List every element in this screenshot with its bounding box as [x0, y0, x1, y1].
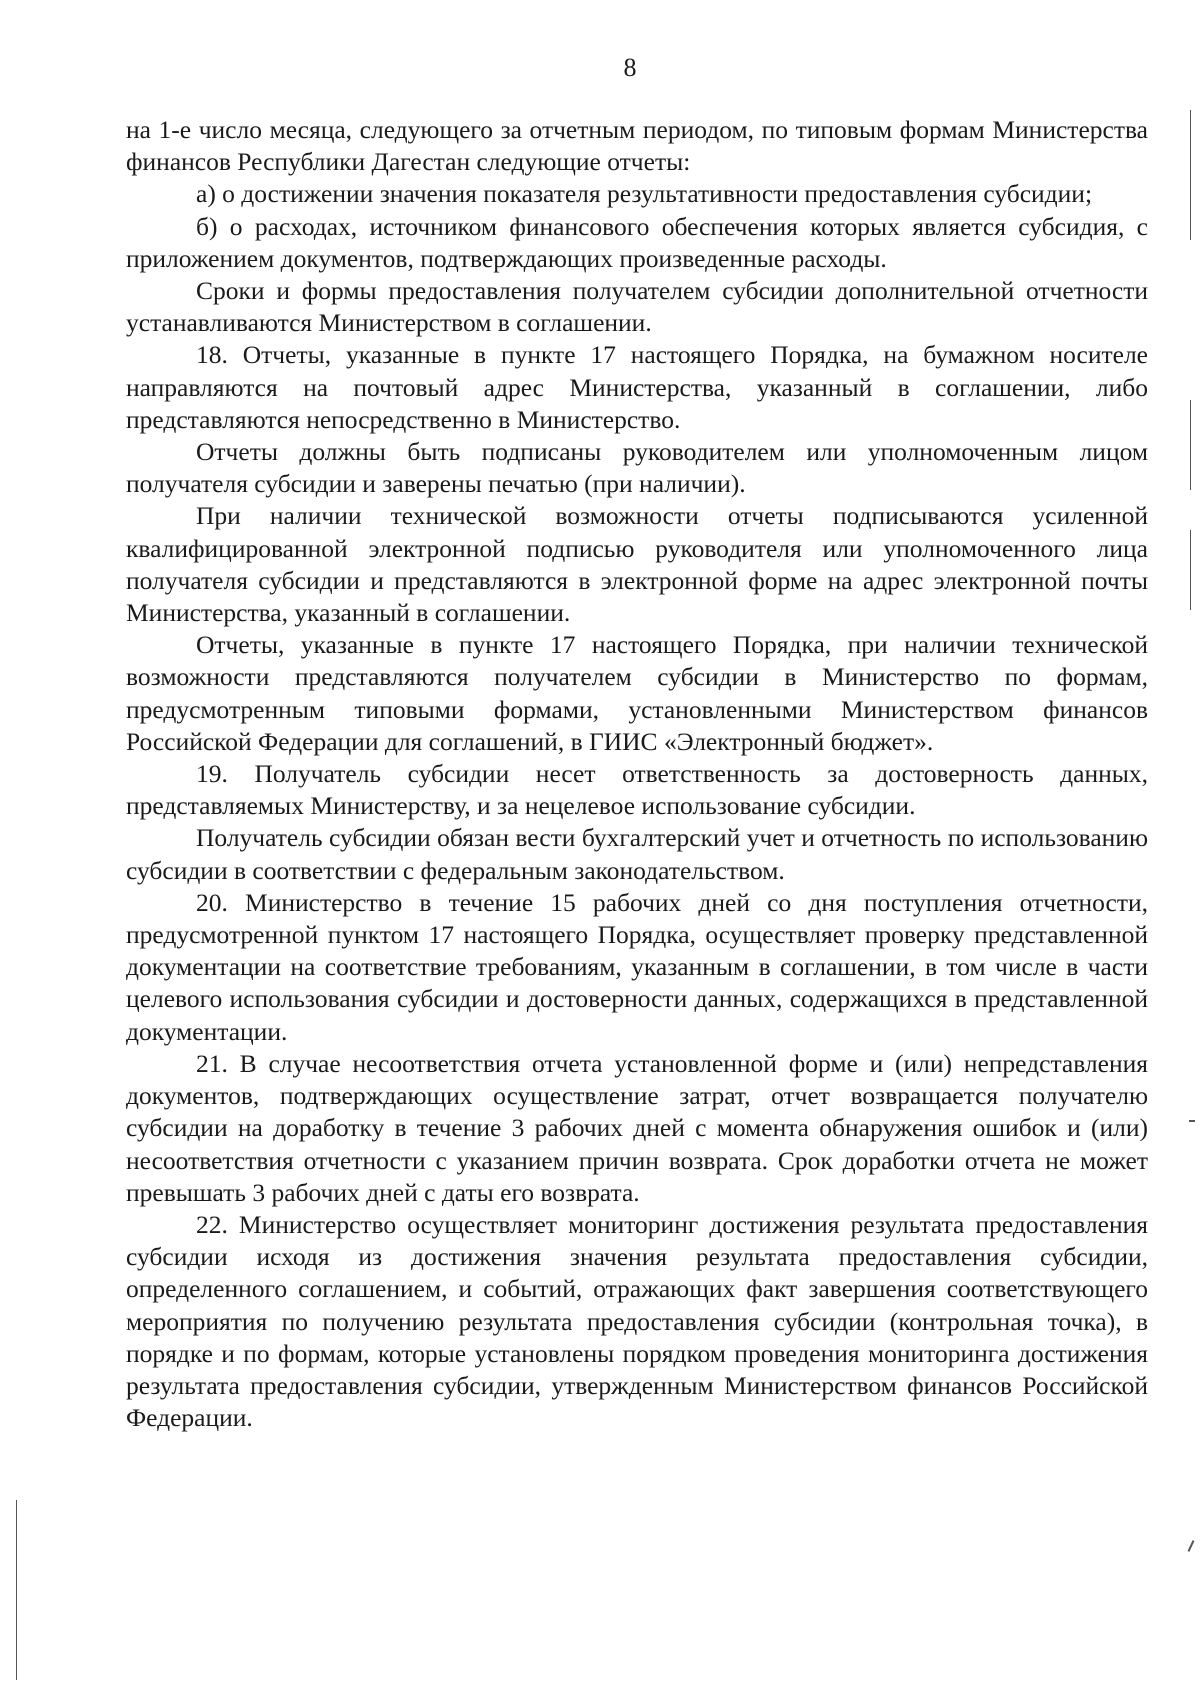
scan-edge-mark: [1189, 1120, 1195, 1122]
paragraph-giis-submission: Отчеты, указанные в пункте 17 настоящего Порядка, при наличии технической возможности представляются получателем субсидии в Министерство по формам, предусмотренным типовыми формами, установленными Министерством финансов Российской Федерации для соглашений, в ГИИС «Электронный бюджет».: [126, 630, 1148, 756]
page-number: 8: [623, 53, 637, 82]
scan-edge-mark: [1190, 530, 1191, 610]
paragraph-18: 18. Отчеты, указанные в пункте 17 настоящего Порядка, на бумажном носителе направляются на почтовый адрес Министерства, указанный в соглашении, либо представляются непосредственно в Министерство.: [126, 340, 1148, 434]
paragraph-22: 22. Министерство осуществляет мониторинг достижения результата предоставления субсидии исходя из достижения значения результата предоставления субсидии, определенного соглашением, и событий, отражающих факт завершения соответствующего мероприятия по получению результата предоставления субсидии (контрольная точка), в порядке и по формам, которые установлены порядком проведения мониторинга достижения результата предоставления субсидии, утвержденным Министерством финансов Российской Федерации.: [126, 1209, 1148, 1433]
scan-edge-mark: [1190, 400, 1191, 490]
paragraph-signature-requirement: Отчеты должны быть подписаны руководителем или уполномоченным лицом получателя субсидии и заверены печатью (при наличии).: [126, 437, 1148, 499]
paragraph-item-a: а) о достижении значения показателя результативности предоставления субсидии;: [196, 179, 1093, 209]
document-body: [126, 114, 1148, 1434]
scan-edge-mark: [1188, 1540, 1195, 1552]
paragraph-item-b: б) о расходах, источником финансового обеспечения которых является субсидия, с приложением документов, подтверждающих произведенные расходы.: [126, 211, 1148, 273]
paragraph-19: 19. Получатель субсидии несет ответственность за достоверность данных, представляемых Министерству, и за нецелевое использование субсидии.: [126, 759, 1148, 821]
paragraph-additional-reporting: Сроки и формы предоставления получателем субсидии дополнительной отчетности устанавливаются Министерством в соглашении.: [126, 276, 1148, 338]
paragraph-21: 21. В случае несоответствия отчета установленной форме и (или) непредставления документов, подтверждающих осуществление затрат, отчет возвращается получателю субсидии на доработку в течение 3 рабочих дней с момента обнаружения ошибок и (или) несоответствия отчетности с указанием причин возврата. Срок доработки отчета не может превышать 3 рабочих дней с даты его возврата.: [126, 1048, 1148, 1207]
paragraph-accounting: Получатель субсидии обязан вести бухгалтерский учет и отчетность по использованию субсидии в соответствии с федеральным законодательством.: [126, 823, 1148, 885]
scan-edge-mark: [16, 1500, 17, 1680]
paragraph-20: 20. Министерство в течение 15 рабочих дней со дня поступления отчетности, предусмотренной пунктом 17 настоящего Порядка, осуществляет проверку представленной документации на соответствие требованиям, указанным в соглашении, в том числе в части целевого использования субсидии и достоверности данных, содержащихся в представленной документации.: [126, 887, 1148, 1046]
paragraph-electronic-signature: При наличии технической возможности отчеты подписываются усиленной квалифицированной электронной подписью руководителя или уполномоченного лица получателя субсидии и представляются в электронной форме на адрес электронной почты Министерства, указанный в соглашении.: [126, 501, 1148, 628]
paragraph-continuation: на 1-е число месяца, следующего за отчетным периодом, по типовым формам Министерства финансов Республики Дагестан следующие отчеты:: [126, 115, 1148, 177]
scan-edge-mark: [1190, 110, 1191, 240]
